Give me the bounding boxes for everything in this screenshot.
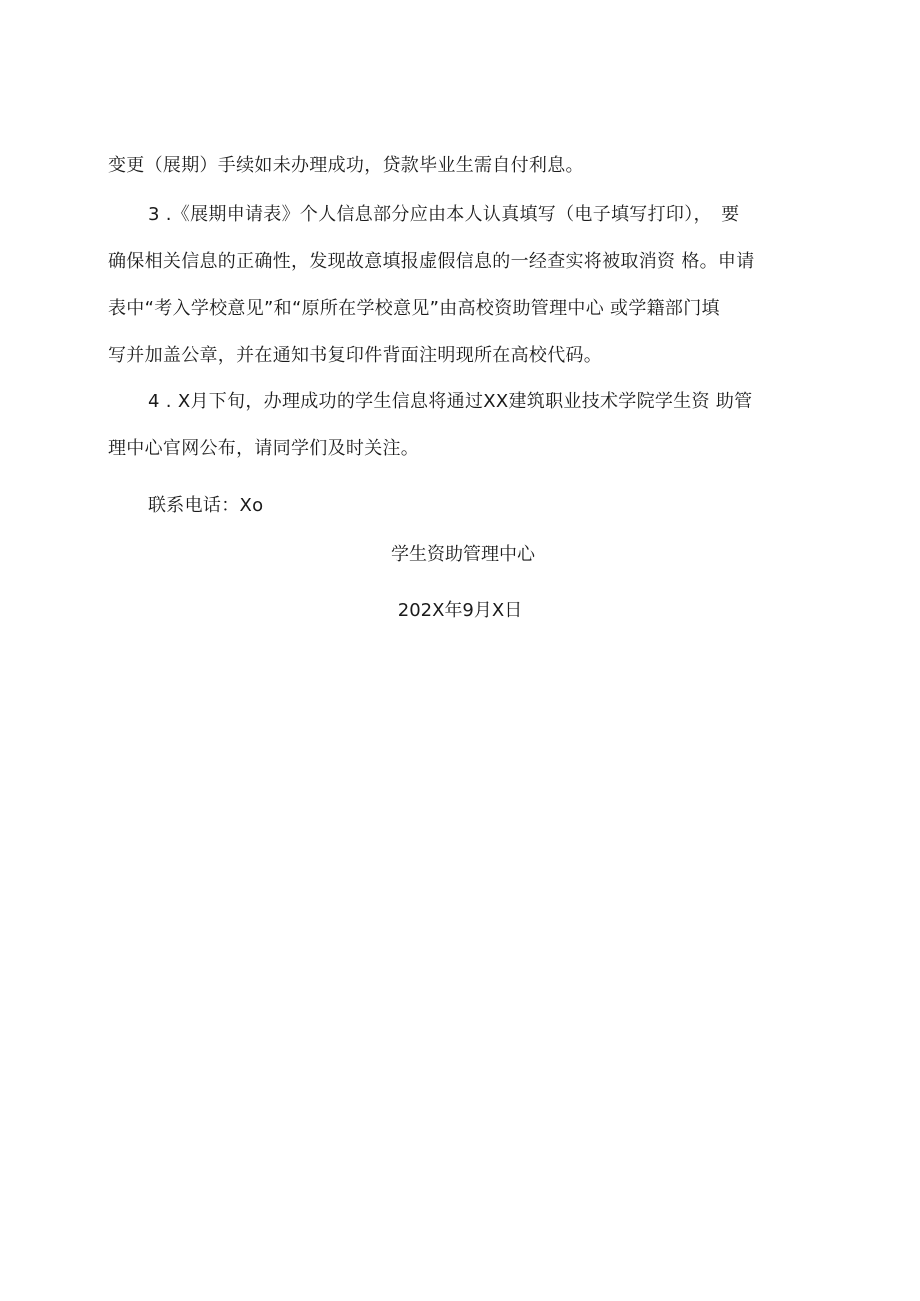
text-line: 确保相关信息的正确性，发现故意填报虚假信息的一经查实将被取消资 格。申请 — [108, 251, 755, 272]
text-line: 写并加盖公章，并在通知书复印件背面注明现所在高校代码。 — [108, 345, 603, 366]
text-line: 表中“考入学校意见”和“原所在学校意见”由高校资助管理中心 或学籍部门填 — [108, 298, 720, 319]
paragraph-fee-notice — [108, 142, 820, 189]
text-line: 3 .《展期申请表》个人信息部分应由本人认真填写（电子填写打印）， 要 — [148, 204, 740, 225]
text-line: 4 . X月下旬，办理成功的学生信息将通过XX建筑职业技术学院学生资 助管 — [148, 391, 753, 412]
text-line: 变更（展期）手续如未办理成功，贷款毕业生需自付利息。 — [108, 155, 584, 176]
contact-phone — [108, 482, 820, 529]
text-line: 联系电话：Xo — [148, 495, 264, 516]
signature-organization: 学生资助管理中心 — [391, 544, 535, 565]
paragraph-item-3 — [108, 191, 820, 379]
signature-date: 202X年9月X日 — [397, 600, 523, 621]
paragraph-item-4 — [108, 378, 820, 472]
text-line: 理中心官网公布，请同学们及时关注。 — [108, 438, 420, 459]
